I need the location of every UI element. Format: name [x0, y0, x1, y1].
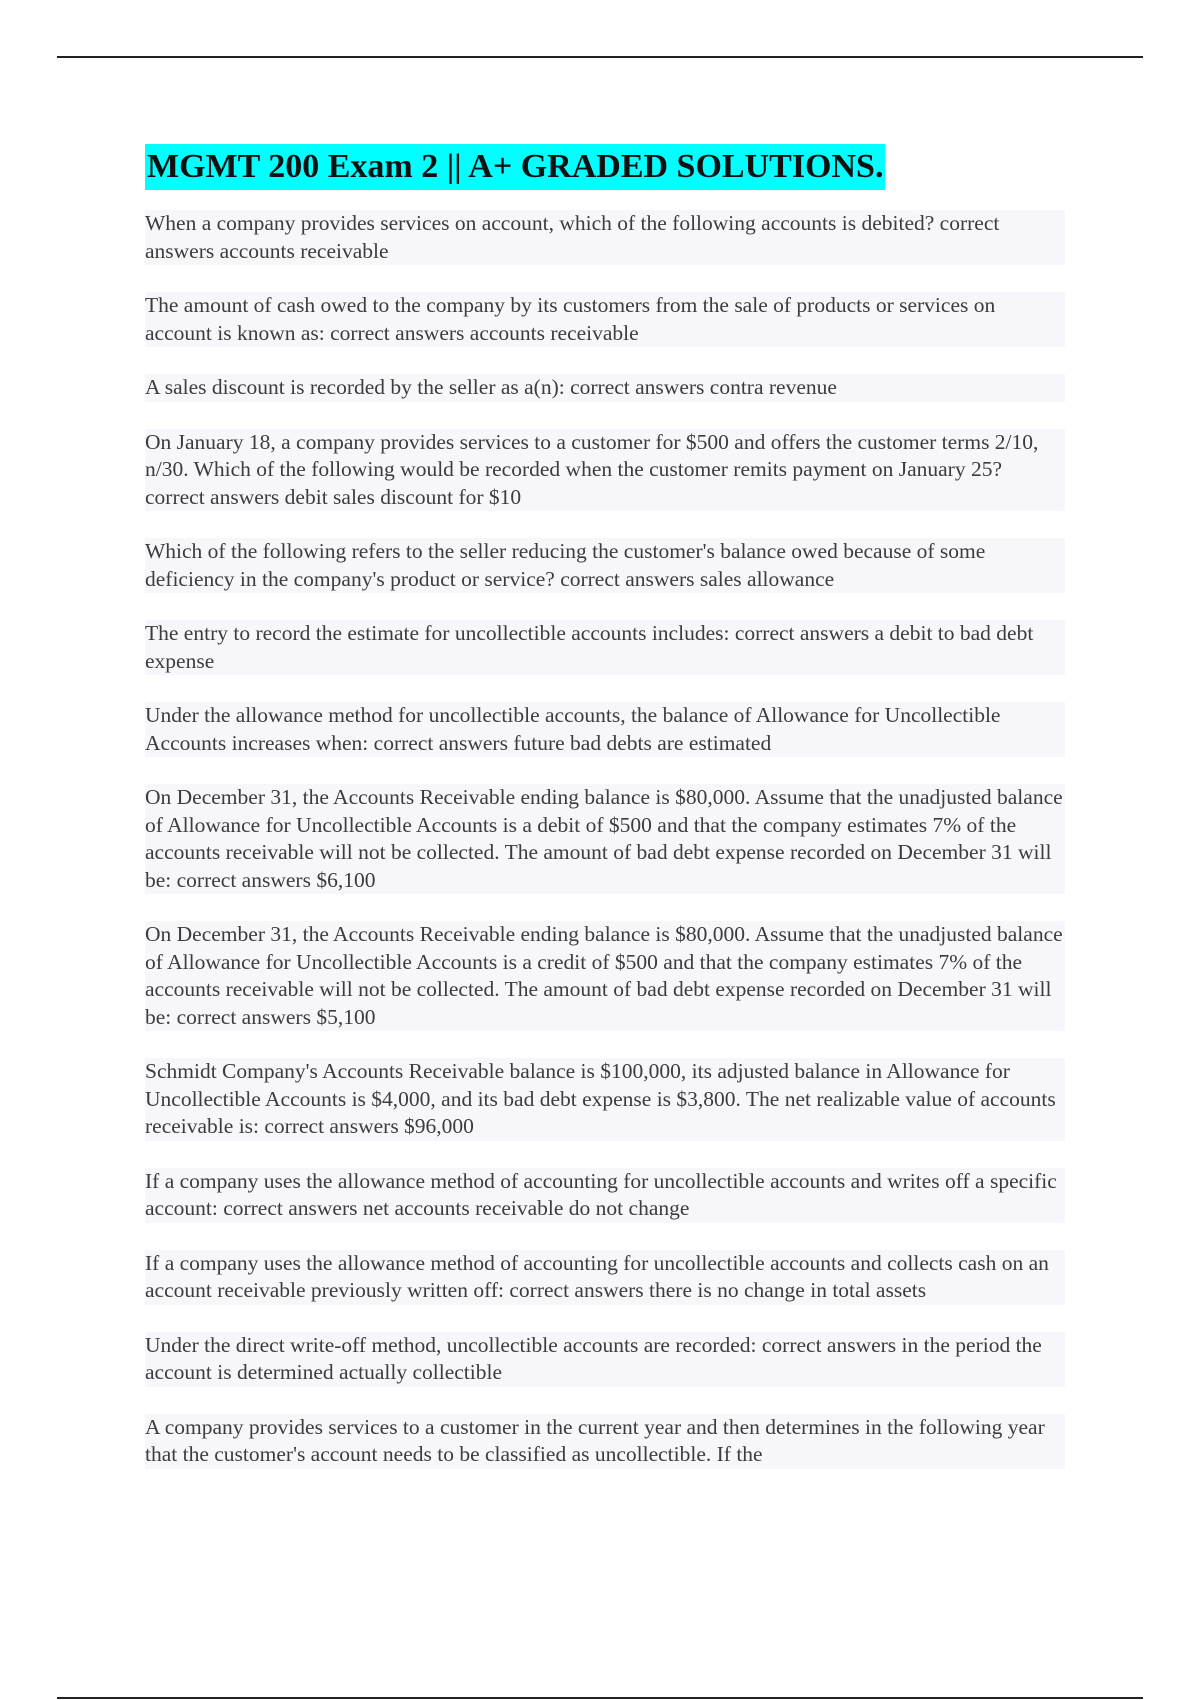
footer-rule [57, 1697, 1143, 1699]
qa-entry: Under the allowance method for uncollectible accounts, the balance of Allowance for Uncollectible Accounts increases when: correct answers future bad debts are estimated [145, 702, 1065, 757]
qa-entry: A sales discount is recorded by the seller as a(n): correct answers contra revenue [145, 374, 1065, 402]
qa-entry: If a company uses the allowance method of accounting for uncollectible accounts and writes off a specific account: correct answers net accounts receivable do not change [145, 1168, 1065, 1223]
qa-entry: On January 18, a company provides services to a customer for $500 and offers the customer terms 2/10, n/30. Which of the following would be recorded when the customer remits payment on January 25? correct answers debit sales discount for $10 [145, 429, 1065, 512]
header-rule [57, 56, 1143, 58]
qa-entry: If a company uses the allowance method of accounting for uncollectible accounts and collects cash on an account receivable previously written off: correct answers there is no change in total assets [145, 1250, 1065, 1305]
qa-entry: A company provides services to a customer in the current year and then determines in the following year that the customer's account needs to be classified as uncollectible. If the [145, 1414, 1065, 1469]
qa-entry: On December 31, the Accounts Receivable ending balance is $80,000. Assume that the unadjusted balance of Allowance for Uncollectible Accounts is a credit of $500 and that the company estimates 7% of the accounts receivable will not be collected. The amount of bad debt expense recorded on December 31 will be: correct answers $5,100 [145, 921, 1065, 1031]
qa-entry: The amount of cash owed to the company by its customers from the sale of products or services on account is known as: correct answers accounts receivable [145, 292, 1065, 347]
document-body [145, 144, 1065, 1496]
document-title: MGMT 200 Exam 2 || A+ GRADED SOLUTIONS. [145, 144, 885, 190]
qa-entry: The entry to record the estimate for uncollectible accounts includes: correct answers a debit to bad debt expense [145, 620, 1065, 675]
qa-entry: Under the direct write-off method, uncollectible accounts are recorded: correct answers in the period the account is determined actually collectible [145, 1332, 1065, 1387]
qa-entry: Which of the following refers to the seller reducing the customer's balance owed because of some deficiency in the company's product or service? correct answers sales allowance [145, 538, 1065, 593]
qa-entry: Schmidt Company's Accounts Receivable balance is $100,000, its adjusted balance in Allowance for Uncollectible Accounts is $4,000, and its bad debt expense is $3,800. The net realizable value of accounts receivable is: correct answers $96,000 [145, 1058, 1065, 1141]
qa-entry: When a company provides services on account, which of the following accounts is debited? correct answers accounts receivable [145, 210, 1065, 265]
qa-entry: On December 31, the Accounts Receivable ending balance is $80,000. Assume that the unadjusted balance of Allowance for Uncollectible Accounts is a debit of $500 and that the company estimates 7% of the accounts receivable will not be collected. The amount of bad debt expense recorded on December 31 will be: correct answers $6,100 [145, 784, 1065, 894]
